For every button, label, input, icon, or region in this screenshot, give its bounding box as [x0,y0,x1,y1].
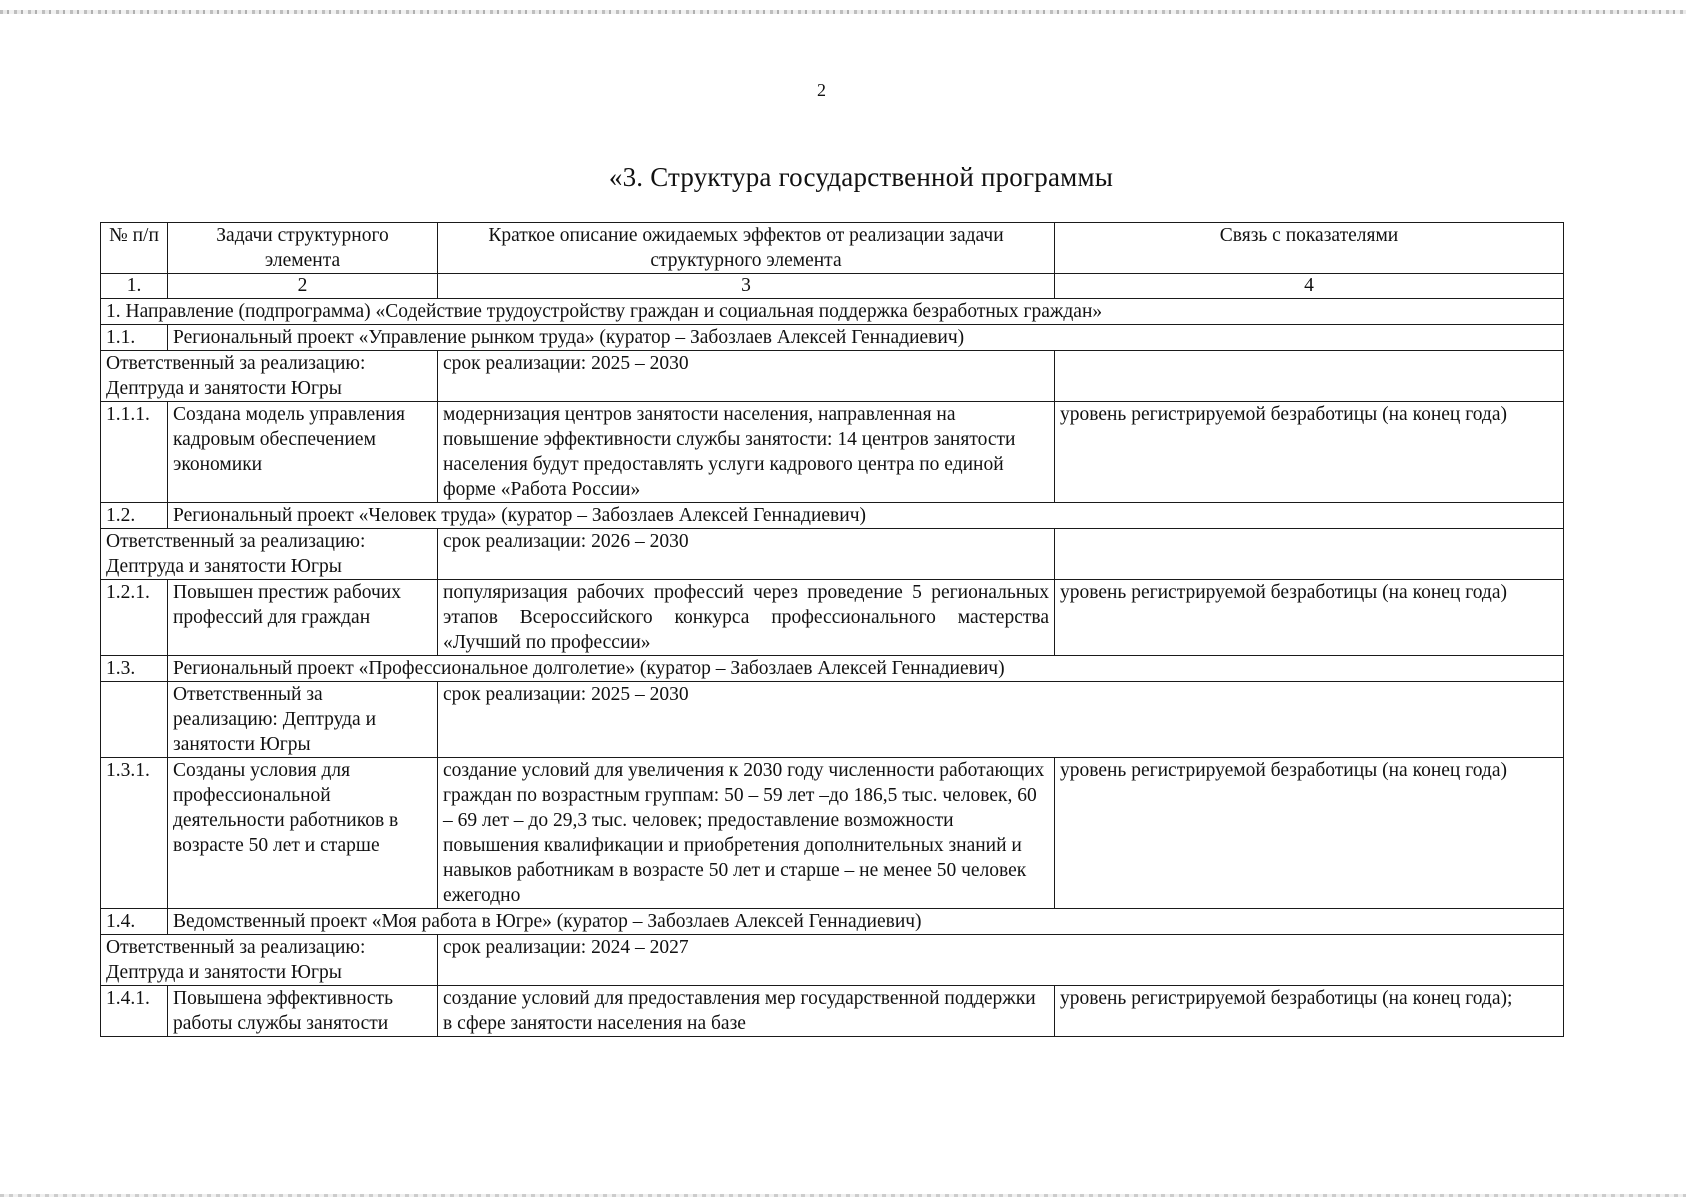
project-name: Региональный проект «Профессиональное долголетие» (куратор – Забозлаев Алексей Геннадиевич) [168,656,1564,682]
responsible-row [101,351,1564,402]
task-number: 1.4.1. [101,986,168,1037]
indicator-text: уровень регистрируемой безработицы (на конец года) [1055,758,1564,909]
effect-text: создание условий для предоставления мер государственной поддержки в сфере занятости населения на базе [438,986,1055,1037]
responsible-row [101,935,1564,986]
project-name: Ведомственный проект «Моя работа в Югре» (куратор – Забозлаев Алексей Геннадиевич) [168,909,1564,935]
task-number: 1.1.1. [101,402,168,503]
task-text: Создана модель управления кадровым обеспечением экономики [168,402,438,503]
column-number: 3 [438,274,1055,299]
project-number: 1.4. [101,909,168,935]
task-row [101,580,1564,656]
project-name: Региональный проект «Управление рынком труда» (куратор – Забозлаев Алексей Геннадиевич) [168,325,1564,351]
task-row [101,402,1564,503]
responsible-row [101,529,1564,580]
header-indicators: Связь с показателями [1055,223,1564,274]
project-number: 1.1. [101,325,168,351]
project-row [101,656,1564,682]
empty-cell [1055,351,1564,402]
term-text: срок реализации: 2025 – 2030 [438,682,1564,758]
direction-title: 1. Направление (подпрограмма) «Содействие трудоустройству граждан и социальная поддержка безработных граждан» [101,299,1564,325]
term-text: срок реализации: 2024 – 2027 [438,935,1564,986]
term-text: срок реализации: 2025 – 2030 [438,351,1055,402]
task-text: Повышена эффективность работы службы занятости [168,986,438,1037]
scan-edge-top [0,10,1686,14]
task-text: Созданы условия для профессиональной деятельности работников в возрасте 50 лет и старше [168,758,438,909]
responsible-text: Ответственный за реализацию: Дептруда и занятости Югры [101,529,438,580]
empty-cell [101,682,168,758]
direction-row [101,299,1564,325]
effect-text: создание условий для увеличения к 2030 году численности работающих граждан по возрастным группам: 50 – 59 лет –до 186,5 тыс. человек, 60 – 69 лет – до 29,3 тыс. человек; предоставление возможности повышения квалификации и приобретения дополнительных знаний и навыков работникам в возрасте 50 лет и старше – не менее 50 человек ежегодно [438,758,1055,909]
term-text: срок реализации: 2026 – 2030 [438,529,1055,580]
project-number: 1.3. [101,656,168,682]
program-structure-table [100,222,1564,1037]
project-row [101,909,1564,935]
header-task: Задачи структурного элемента [168,223,438,274]
task-row [101,758,1564,909]
header-effects: Краткое описание ожидаемых эффектов от реализации задачи структурного элемента [438,223,1055,274]
responsible-text: Ответственный за реализацию: Дептруда и занятости Югры [101,351,438,402]
project-number: 1.2. [101,503,168,529]
task-text: Повышен престиж рабочих профессий для граждан [168,580,438,656]
indicator-text: уровень регистрируемой безработицы (на конец года) [1055,580,1564,656]
responsible-text: Ответственный за реализацию: Дептруда и занятости Югры [168,682,438,758]
header-number: № п/п [101,223,168,274]
project-row [101,503,1564,529]
document-title: «3. Структура государственной программы [608,162,1114,192]
column-number: 1. [101,274,168,299]
indicator-text: уровень регистрируемой безработицы (на конец года) [1055,402,1564,503]
table-column-numbers-row [101,274,1564,299]
task-number: 1.2.1. [101,580,168,656]
effect-text: модернизация центров занятости населения, направленная на повышение эффективности службы занятости: 14 центров занятости населения будут предоставлять услуги кадрового центра по единой форме «Работа России» [438,402,1055,503]
task-number: 1.3.1. [101,758,168,909]
project-name: Региональный проект «Человек труда» (куратор – Забозлаев Алексей Геннадиевич) [168,503,1564,529]
indicator-text: уровень регистрируемой безработицы (на конец года); [1055,986,1564,1037]
task-row [101,986,1564,1037]
responsible-row [101,682,1564,758]
page-number: 2 [817,80,826,100]
effect-text: популяризация рабочих профессий через проведение 5 региональных этапов Всероссийского конкурса профессионального мастерства «Лучший по профессии» [438,580,1055,656]
table-header-row [101,223,1564,274]
project-row [101,325,1564,351]
scan-edge-bottom [0,1194,1686,1197]
column-number: 2 [168,274,438,299]
empty-cell [1055,529,1564,580]
responsible-text: Ответственный за реализацию: Дептруда и занятости Югры [101,935,438,986]
column-number: 4 [1055,274,1564,299]
